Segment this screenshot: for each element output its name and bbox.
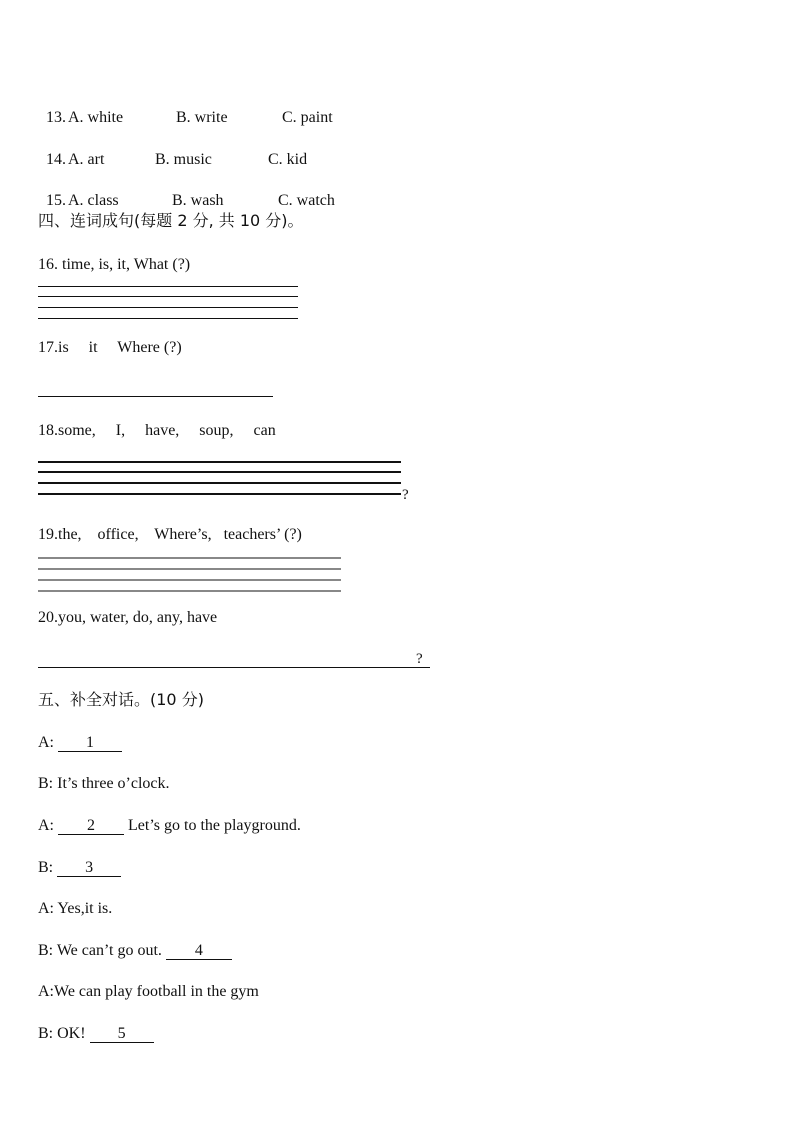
dialogue-line <box>38 1024 154 1044</box>
answer-line <box>38 590 341 592</box>
answer-line <box>38 396 273 397</box>
question-14: 14. A. art B. music C. kid <box>46 151 308 168</box>
option-b: B. music <box>155 151 212 168</box>
answer-line <box>38 557 341 559</box>
section-4-title: 四、连词成句(每题 2 分, 共 10 分)。 <box>38 211 304 230</box>
dialogue-line <box>38 774 170 794</box>
option-a: A. white <box>68 109 124 126</box>
answer-blank[interactable]: 4 <box>166 942 232 960</box>
option-c: C. paint <box>282 109 333 126</box>
answer-blank[interactable]: 5 <box>90 1025 154 1043</box>
answer-line <box>38 471 401 473</box>
dialogue-line <box>38 858 121 878</box>
answer-line <box>38 493 401 495</box>
answer-line <box>38 667 430 668</box>
dialogue-text: Yes,it is. <box>57 900 113 917</box>
speaker: A: <box>38 817 54 834</box>
dialogue-text: OK! <box>57 1025 86 1042</box>
speaker: B: <box>38 1025 54 1042</box>
answer-line <box>38 461 401 463</box>
answer-line <box>38 296 298 297</box>
dialogue-line <box>38 941 232 961</box>
option-c: C. kid <box>268 151 308 168</box>
option-c: C. watch <box>278 192 335 209</box>
speaker: B: <box>38 859 54 876</box>
dialogue-line <box>38 816 301 836</box>
answer-line <box>38 482 401 484</box>
question-19: 19.the, office, Where’s, teachers’ (?) <box>38 526 302 543</box>
question-16: 16. time, is, it, What (?) <box>38 256 191 273</box>
answer-line <box>38 579 341 581</box>
option-b: B. wash <box>172 192 224 209</box>
speaker: A: <box>38 983 54 1000</box>
section-5-title: 五、补全对话。(10 分) <box>38 690 204 709</box>
question-13: 13. A. white B. write C. paint <box>46 109 333 126</box>
speaker: B: <box>38 942 54 959</box>
speaker: A: <box>38 900 54 917</box>
answer-blank[interactable]: 1 <box>58 734 122 752</box>
answer-line <box>38 568 341 570</box>
option-b: B. write <box>176 109 228 126</box>
option-a: A. art <box>68 151 105 168</box>
question-mark: ? <box>402 487 409 503</box>
dialogue-text: It’s three o’clock. <box>57 775 170 792</box>
question-20: 20.you, water, do, any, have <box>38 609 218 626</box>
dialogue-text: We can’t go out. <box>56 942 162 959</box>
dialogue-text: We can play football in the gym <box>54 983 259 1000</box>
speaker: A: <box>38 734 54 751</box>
option-a: A. class <box>68 192 119 209</box>
dialogue-line <box>38 899 112 919</box>
question-15: 15. A. class B. wash C. watch <box>46 192 335 209</box>
answer-line <box>38 286 298 287</box>
dialogue-line <box>38 733 122 753</box>
answer-line <box>38 318 298 319</box>
speaker: B: <box>38 775 54 792</box>
dialogue-line <box>38 982 259 1002</box>
answer-blank[interactable]: 3 <box>57 859 121 877</box>
question-17: 17.is it Where (?) <box>38 339 182 356</box>
dialogue-text: Let’s go to the playground. <box>124 817 301 834</box>
answer-line <box>38 307 298 308</box>
question-mark: ? <box>416 651 423 667</box>
question-18: 18.some, I, have, soup, can <box>38 422 276 439</box>
answer-blank[interactable]: 2 <box>58 817 124 835</box>
